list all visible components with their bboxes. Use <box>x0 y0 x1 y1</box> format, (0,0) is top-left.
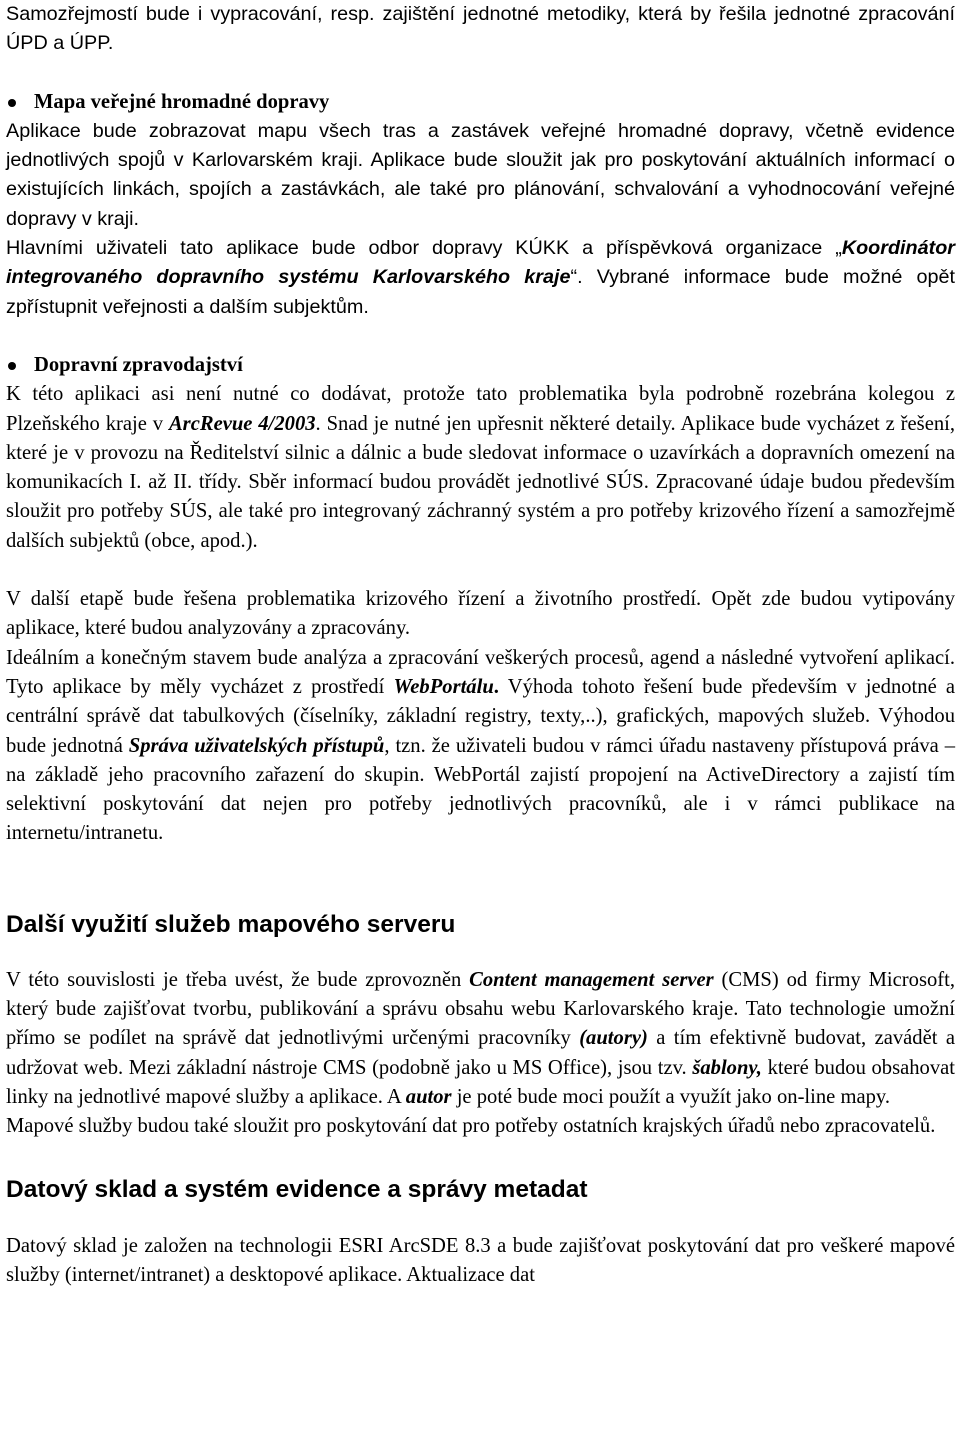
text-run: je poté bude moci použít a využít jako on-line mapy. <box>451 1085 891 1108</box>
text-run: Výhoda tohoto řešení bude především v jednotné a centrální správě dat tabulkových (číselníky, základní registry, texty,..), grafických, mapových služeb. Výhodou bude jednotná <box>6 675 956 757</box>
paragraph-data-warehouse: Datový sklad je založen na technologii ESRI ArcSDE 8.3 a bude zajišťovat poskytování dat pro veškeré mapové služby (internet/intranet) a desktopové aplikace. Aktualizace dat <box>6 1234 955 1286</box>
section-title-data-warehouse: Datový sklad a systém evidence a správy metadat <box>6 1175 588 1203</box>
text-run: V této souvislosti je třeba uvést, že bude zprovozněn <box>6 968 470 991</box>
paragraph-map-services: Mapové služby budou také sloužit pro poskytování dat pro potřeby ostatních krajských úřadů nebo zpracovatelů. <box>6 1115 936 1138</box>
emphasis-webportal: WebPortálu <box>393 675 494 698</box>
emphasis-arcrevue: ArcRevue 4/2003 <box>168 412 316 435</box>
text-run: (CMS) od firmy Microsoft, který bude zajišťovat tvorbu, publikování a správu obsahu webu Karlovarského kraje. Tato technologie umožní přímo se podílet na správě dat jednotlivými určenými pracovníky <box>6 968 955 1050</box>
emphasis-authors: (autory) <box>579 1027 648 1050</box>
text-run: “. Vybrané informace bude možné opět zpřístupnit veřejnosti a dalším subjektům. <box>6 266 955 318</box>
text-run: a tím efektivně budovat, zavádět a udržovat web. Mezi základní nástroje CMS (podobně jako u MS Office), jsou tzv. <box>6 1027 955 1079</box>
text-run: . <box>493 675 499 698</box>
text-run: , tzn. že uživateli budou v rámci úřadu nastaveny přístupová práva – na základě jeho pracovního zařazení do skupin. WebPortál zajistí propojení na ActiveDirectory a zajistí tím selektivní poskytování dat nejen pro potřeby jednotlivých pracovníků, ale i v rámci publikace na internetu/intranetu. <box>6 734 956 845</box>
bullet-icon <box>8 362 16 370</box>
paragraph-ideal-state <box>6 644 955 849</box>
heading-text: Dopravní zpravodajství <box>34 353 243 376</box>
emphasis-author: autor <box>405 1085 452 1108</box>
paragraph-next-stage: V další etapě bude řešena problematika krizového řízení a životního prostředí. Opět zde budou vytipovány aplikace, které budou analyzovány a zpracovány. <box>6 588 955 640</box>
heading-text: Mapa veřejné hromadné dopravy <box>34 90 330 113</box>
bullet-icon <box>8 99 16 107</box>
paragraph-traffic-news <box>6 380 955 556</box>
section-title-map-server: Další využití služeb mapového serveru <box>6 910 456 938</box>
intro-paragraph: Samozřejmostí bude i vypracování, resp. zajištění jednotné metodiky, která by řešila jednotné zpracování ÚPD a ÚPP. <box>6 3 955 55</box>
text-run: Ideálním a konečným stavem bude analýza a zpracování veškerých procesů, agend a následné vytvoření aplikací. Tyto aplikace by měly vycházet z prostředí <box>6 646 955 698</box>
text-run: Hlavními uživateli tato aplikace bude odbor dopravy KÚKK a příspěvková organizace „ <box>6 237 842 260</box>
emphasis-templates: šablony, <box>692 1056 762 1079</box>
section-heading-traffic-news <box>6 351 955 380</box>
text-run: které budou obsahovat linky na jednotlivé mapové služby a aplikace. A <box>6 1056 956 1108</box>
paragraph-mhd-users <box>6 234 955 322</box>
emphasis-organization: Koordinátor integrovaného dopravního systému Karlovarského kraje <box>6 237 955 289</box>
section-heading-public-transport-map <box>6 88 955 117</box>
document-page <box>6 0 955 1290</box>
paragraph-cms <box>6 966 955 1112</box>
emphasis-access-management: Správa uživatelských přístupů <box>128 734 385 757</box>
paragraph-mhd-description: Aplikace bude zobrazovat mapu všech tras a zastávek veřejné hromadné dopravy, včetně evidence jednotlivých spojů v Karlovarském kraji. Aplikace bude sloužit jak pro poskytování aktuálních informací o existujících linkách, spojích a zastávkách, ale také pro plánování, schvalování a vyhodnocování veřejné dopravy v kraji. <box>6 119 955 230</box>
text-run: . Snad je nutné jen upřesnit některé detaily. Aplikace bude vycházet z řešení, které je v provozu na Ředitelství silnic a dálnic a bude sledovat informace o uzavírkách a dopravních omezení na komunikacích I. až II. třídy. Sběr informací budou provádět jednotlivé SÚS. Zpracované údaje budou především sloužit pro potřeby SÚS, ale také pro integrovaný záchranný systém a pro potřeby krizového řízení a samozřejmě dalších subjektů (obce, apod.). <box>6 412 956 552</box>
emphasis-cms: Content management server <box>469 968 714 991</box>
text-run: K této aplikaci asi není nutné co dodávat, protože tato problematika byla podrobně rozebrána kolegou z Plzeňského kraje v <box>6 383 955 435</box>
